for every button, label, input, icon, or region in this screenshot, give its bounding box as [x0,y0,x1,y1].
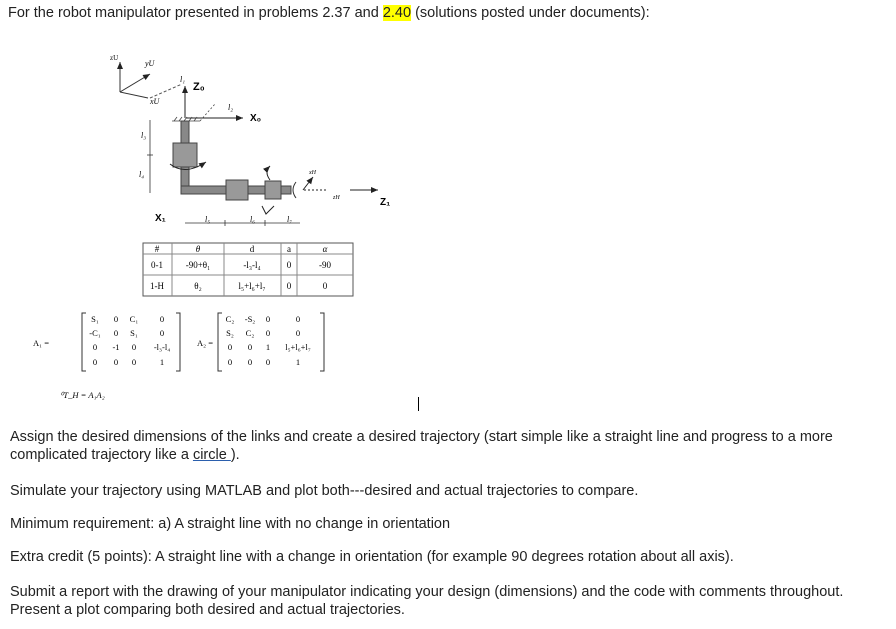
gripper-jaw [293,182,296,198]
paragraph-simulate: Simulate your trajectory using MATLAB and plot both---desired and actual trajectories to compare. [10,483,639,499]
yu-label: yU [145,59,155,68]
a2-cell: 0 [295,314,301,324]
a2-cell: S₂ [226,328,234,338]
text-cursor [418,397,419,411]
a1-cell: -1 [112,342,120,352]
a2-cell: C₂ [245,328,255,338]
matrix-a1-label: A₁ = [33,338,50,348]
dh-cell: θ₂ [194,281,202,291]
dh-cell: 0 [322,281,328,291]
joint-2-block [226,180,248,200]
dh-cell: -l₃-l₄ [243,260,261,270]
dh-cell: -90 [319,260,331,270]
dh-header-cell: # [154,244,160,254]
offset-dash [150,84,182,98]
matrix-a2 [197,313,324,371]
z0-label: Z₀ [193,81,205,93]
xh-label: xH [309,170,316,176]
circle-link[interactable]: circle [192,447,231,463]
a1-cell: 0 [92,342,98,352]
dh-cell: 0 [286,260,292,270]
rotation-arrow-3 [262,206,274,214]
zh-label: zH [333,195,340,201]
a2-cell: 0 [227,342,233,352]
a1-cell: 0 [92,357,98,367]
l7-label: l₇ [287,215,293,224]
a2-cell: 0 [227,357,233,367]
a1-cell: S₁ [130,328,138,338]
dh-cell: 0-1 [151,260,163,270]
l3-label: l₃ [141,131,147,140]
l5-label: l₅ [205,215,211,224]
a2-cell: 1 [265,342,271,352]
assign-suffix: ). [230,447,240,463]
a1-cell: S₁ [91,314,99,324]
matrix-a1 [33,313,180,371]
dimension-l5-l6-l7 [185,220,300,226]
l2-label: l₂ [228,103,234,112]
l4-label: l₄ [139,170,145,179]
paragraph-assign [10,428,880,464]
a1-cell: 0 [113,328,119,338]
highlighted-problem-number: 2.40 [382,5,412,21]
a1-cell: 0 [159,328,165,338]
z1-label: Z₁ [380,197,391,208]
a2-cell: C₂ [225,314,235,324]
dh-cell: -90+θ₁ [185,260,211,270]
l1-label: l₁ [180,75,186,84]
header-suffix: (solutions posted under documents): [411,5,650,21]
a2-cell: 0 [265,314,271,324]
paragraph-minimum: Minimum requirement: a) A straight line with no change in orientation [10,516,451,532]
header-prefix: For the robot manipulator presented in problems 2.37 and [8,5,383,21]
x1-label: X₁ [155,213,166,224]
a1-cell: -l₃-l₄ [153,342,171,352]
a1-cell: 0 [131,342,137,352]
transform-equation: ⁰T_H = A₁A₂ [60,390,105,400]
a2-cell: -S₂ [244,314,256,324]
matrix-a2-label: A₂ = [197,338,214,348]
a1-cell: 1 [159,357,165,367]
wrist-block [265,181,281,199]
a2-cell: 0 [265,328,271,338]
x0-label: X₀ [250,113,262,124]
a1-cell: C₁ [129,314,139,324]
zu-label: zU [110,54,119,62]
a1-cell: 0 [159,314,165,324]
dh-header-cell: d [249,244,255,254]
dh-table [143,243,353,296]
a2-cell: 0 [247,357,253,367]
a2-cell: l₅+l₆+l₇ [285,342,311,352]
dh-header-cell: α [322,244,328,254]
a1-cell: 0 [113,314,119,324]
assign-text: Assign the desired dimensions of the links and create a desired trajectory (start simple like a straight line and progress to a more complicated trajectory like a [10,429,833,463]
a1-cell: 0 [131,357,137,367]
a2-cell: 0 [247,342,253,352]
joint-1-block [173,143,197,167]
xh-axis [303,177,313,190]
dh-cell: 0 [286,281,292,291]
paragraph-extra-credit: Extra credit (5 points): A straight line with a change in orientation (for example 90 degrees rotation about all axis). [10,549,734,565]
l6-label: l₆ [250,215,256,224]
a1-cell: -C₁ [89,328,101,338]
dh-header-cell: θ [195,244,201,254]
dh-cell: 1-H [150,281,164,291]
dh-header-cell: a [287,244,291,254]
paragraph-submit: Submit a report with the drawing of your manipulator indicating your design (dimensions) and the code with comments throughout. Present a plot comparing both desired and actual trajectories. [10,584,844,618]
a2-cell: 0 [295,328,301,338]
a2-cell: 0 [265,357,271,367]
rotation-arrow-2 [267,166,270,180]
a2-cell: 1 [295,357,301,367]
dimension-l3-l4 [147,120,153,193]
a1-cell: 0 [113,357,119,367]
xu-label: xU [150,97,160,106]
dh-cell: l₅+l₆+l₇ [238,281,266,291]
